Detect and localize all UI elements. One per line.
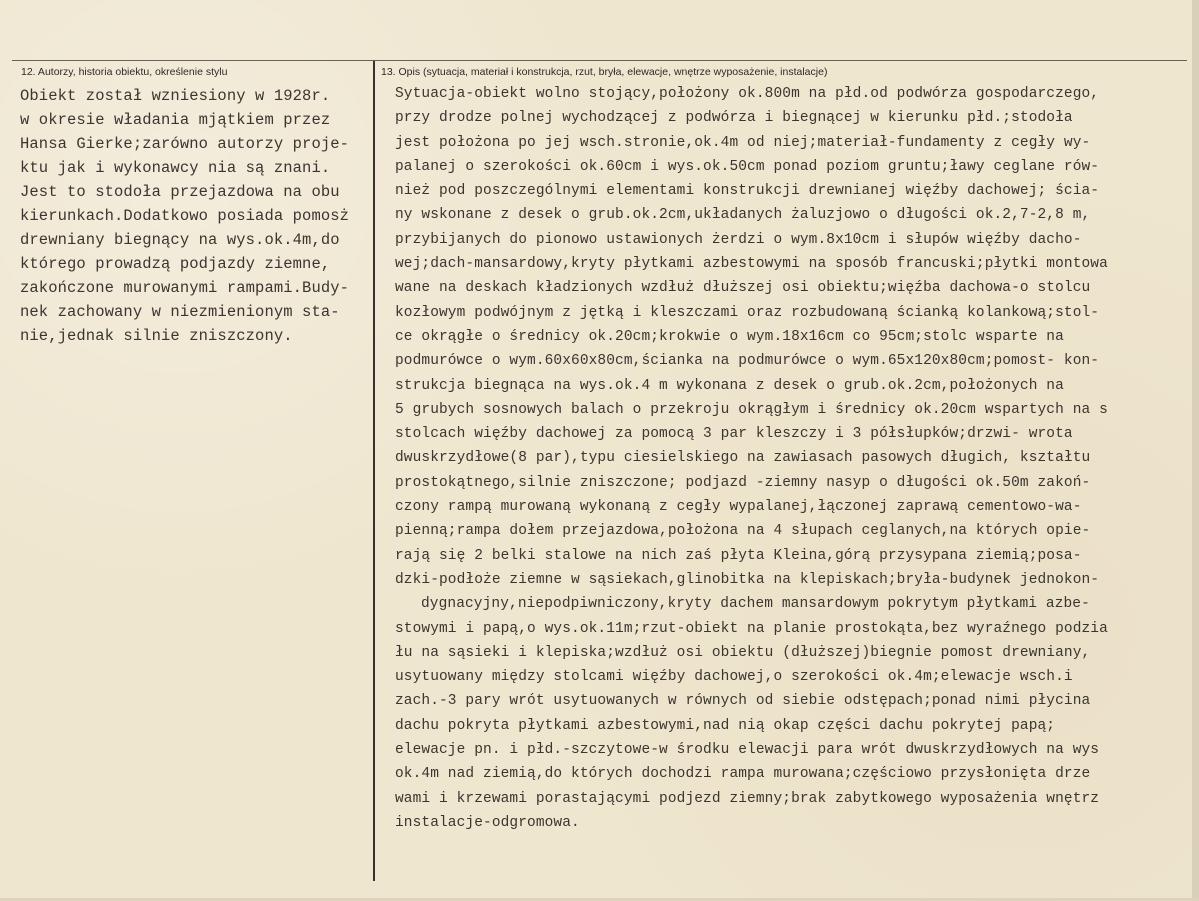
right-text-line: palanej o szerokości ok.60cm i wys.ok.50cm ponad poziom gruntu;ławy ceglane rów- — [395, 158, 1100, 175]
right-text-line: dwuskrzydłowe(8 par),typu ciesielskiego na zawiasach pasowych długich, kształtu — [395, 450, 1091, 467]
right-text-line: wami i krzewami porastającymi podjezd ziemny;brak zabytkowego wyposażenia wnętrz — [395, 790, 1100, 807]
right-text-line: dachu pokryta płytkami azbestowymi,nad nią okap części dachu pokrytej papą; — [395, 717, 1056, 734]
right-text-line: podmurówce o wym.60x60x80cm,ścianka na podmurówce o wym.65x120x80cm;pomost- kon- — [395, 353, 1100, 370]
left-text-line: Jest to stodoła przejazdowa na obu — [20, 183, 340, 201]
right-text-line: nież pod poszczególnymi elementami konstrukcji drewnianej więźby dachowej; ścia- — [395, 183, 1100, 200]
left-text-line: w okresie władania mjątkiem przez — [20, 111, 331, 129]
section-13-header: 13. Opis (sytuacja, materiał i konstrukcja, rzut, bryła, elewacje, wnętrze wyposażenie, instalacje) — [381, 66, 828, 78]
right-text-line: czony rampą murowaną wykonaną z cegły wypalanej,łączonej zaprawą cementowo-wa- — [395, 499, 1082, 516]
right-text-line: 5 grubych sosnowych balach o przekroju okrągłym i średnicy ok.20cm wspartych na s — [395, 401, 1108, 418]
right-text-line: prostokątnego,silnie zniszczone; podjazd -ziemny nasyp o długości ok.50m zakoń- — [395, 474, 1091, 491]
paper-edge — [1192, 0, 1199, 901]
left-text-line: kierunkach.Dodatkowo posiada pomosż — [20, 207, 350, 225]
top-border-line — [12, 60, 1187, 61]
right-text-line: pienną;rampa dołem przejazdowa,położona na 4 słupach ceglanych,na których opie- — [395, 523, 1091, 540]
right-text-line: wane na deskach kładzionych wzdłuż dłuższej osi obiektu;więźba dachowa-o stolcu — [395, 280, 1091, 297]
left-text-line: którego prowadzą podjazdy ziemne, — [20, 255, 331, 273]
right-text-line: elewacje pn. i płd.-szczytowe-w środku elewacji para wrót dwuskrzydłowych na wys — [395, 742, 1100, 759]
right-text-line: ce okrągłe o średnicy ok.20cm;krokwie o wym.18x16cm co 95cm;stolc wsparte na — [395, 328, 1064, 345]
left-text-line: Obiekt został wzniesiony w 1928r. — [20, 87, 331, 105]
right-text-line: przy drodze polnej wychodzącej z podwórza i biegnącej w kierunku płd.;stodoła — [395, 110, 1073, 127]
right-text-line: stowymi i papą,o wys.ok.11m;rzut-obiekt na planie prostokąta,bez wyraźnego podzia — [395, 620, 1108, 637]
right-text-line: stolcach więźby dachowej za pomocą 3 par kleszczy i 3 półsłupków;drzwi- wrota — [395, 426, 1073, 443]
right-text-line: zach.-3 pary wrót usytuowanych w równych od siebie odstępach;ponad nimi płycina — [395, 693, 1091, 710]
column-divider — [373, 61, 375, 881]
right-text-line: ok.4m nad ziemią,do których dochodzi rampa murowana;częściowo przysłonięta drze — [395, 766, 1091, 783]
left-text-line: zakończone murowanymi rampami.Budy- — [20, 279, 350, 297]
right-text-line: jest położona po jej wsch.stronie,ok.4m od niej;materiał-fundamenty z cegły wy- — [395, 134, 1091, 151]
right-text-line: strukcja biegnąca na wys.ok.4 m wykonana z desek o grub.ok.2cm,położonych na — [395, 377, 1064, 394]
right-text-line: dygnacyjny,niepodpiwniczony,kryty dachem mansardowym pokrytym płytkami azbe- — [421, 596, 1090, 613]
right-text-line: wej;dach-mansardowy,kryty płytkami azbestowymi na sposób francuski;płytki montowa — [395, 256, 1108, 273]
authors-history-text — [20, 84, 370, 348]
left-text-line: drewniany biegnący na wys.ok.4m,do — [20, 231, 340, 249]
right-text-line: Sytuacja-obiekt wolno stojący,położony ok.800m na płd.od podwórza gospodarczego, — [395, 86, 1100, 102]
right-text-line: dzki-podłoże ziemne w sąsiekach,glinobitka na klepiskach;bryła-budynek jednokon- — [395, 571, 1100, 588]
section-12-header: 12. Autorzy, historia obiektu, określenie stylu — [21, 66, 228, 78]
right-text-line: ny wskonane z desek o grub.ok.2cm,układanych żaluzjowo o długości ok.2,7-2,8 m, — [395, 207, 1091, 224]
right-text-line: rają się 2 belki stalowe na nich zaś płyta Kleina,górą przysypana ziemią;posa- — [395, 547, 1082, 564]
description-text — [395, 82, 1192, 835]
right-text-line: usytuowany między stolcami więźby dachowej,o szerokości ok.4m;elewacje wsch.i — [395, 669, 1073, 686]
right-text-line: instalacje-odgromowa. — [395, 814, 580, 831]
left-text-line: nie,jednak silnie zniszczony. — [20, 327, 293, 345]
right-text-line: kozłowym podwójnym z jętką i kleszczami oraz rozbudowaną ścianką kolankową;stol- — [395, 304, 1100, 321]
right-text-line: przybijanych do pionowo ustawionych żerdzi o wym.8x10cm i słupów więźby dacho- — [395, 231, 1082, 248]
left-text-line: ktu jak i wykonawcy nia są znani. — [20, 159, 331, 177]
left-text-line: Hansa Gierke;zarówno autorzy proje- — [20, 135, 350, 153]
left-text-line: nek zachowany w niezmienionym sta- — [20, 303, 340, 321]
right-text-line: łu na sąsieki i klepiska;wzdłuż osi obiektu (dłuższej)biegnie pomost drewniany, — [395, 644, 1091, 661]
